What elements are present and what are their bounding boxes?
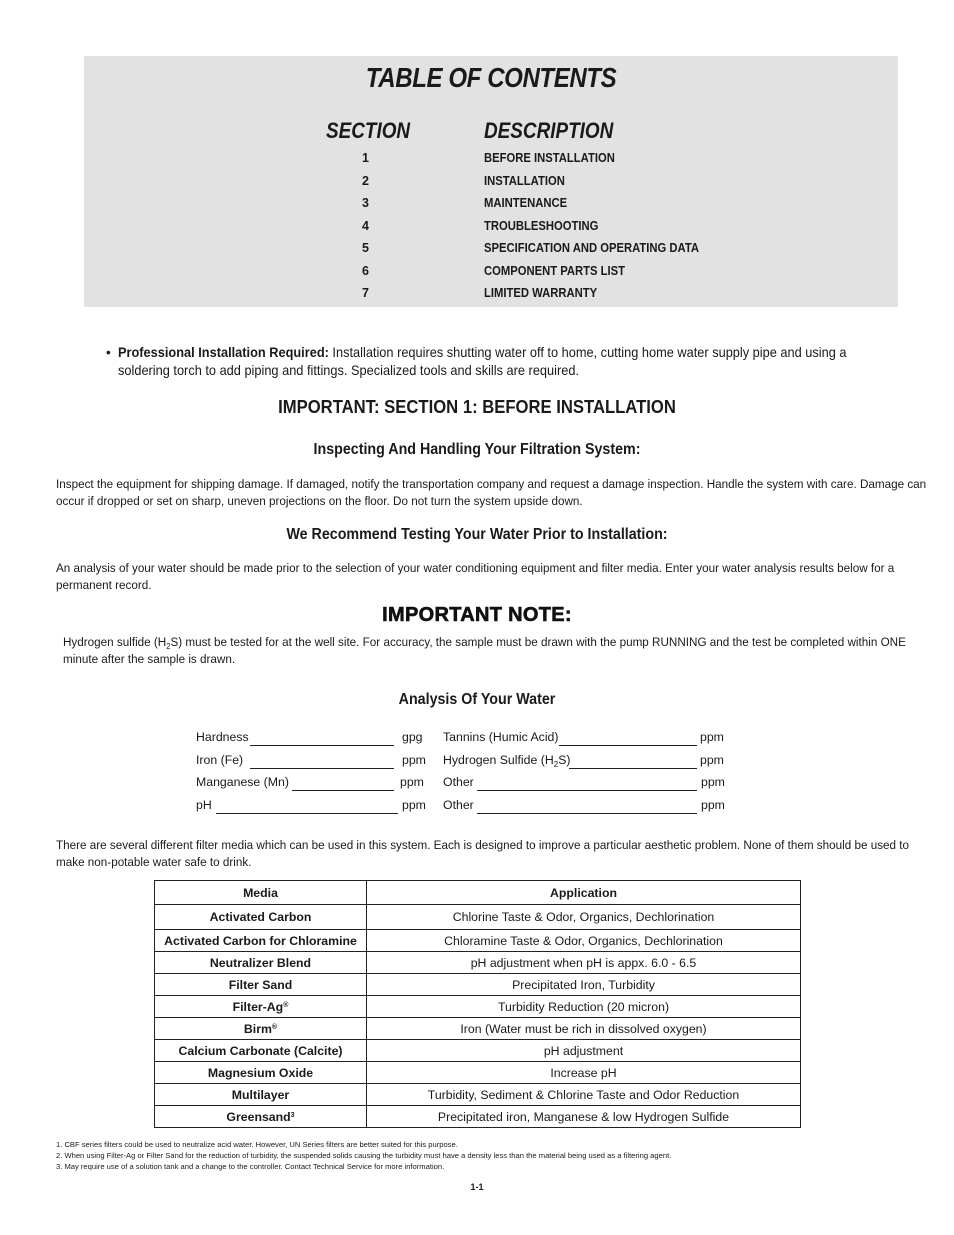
table-row bbox=[155, 930, 801, 952]
toc-description: TROUBLESHOOTING bbox=[484, 218, 599, 233]
table-row bbox=[155, 1084, 801, 1106]
application-cell: Turbidity, Sediment & Chlorine Taste and Odor Reduction bbox=[367, 1084, 801, 1106]
field-line[interactable] bbox=[559, 745, 697, 746]
bullet: • bbox=[106, 345, 111, 360]
application-cell: Iron (Water must be rich in dissolved oxygen) bbox=[367, 1018, 801, 1040]
page-number: 1-1 bbox=[470, 1182, 484, 1192]
field-label: Other bbox=[443, 775, 474, 789]
important-note-paragraph bbox=[63, 634, 923, 668]
table-row bbox=[155, 996, 801, 1018]
table-row bbox=[155, 1062, 801, 1084]
table-row bbox=[155, 974, 801, 996]
field-label: Hydrogen Sulfide $(H_2S)$ bbox=[443, 753, 571, 769]
professional-installation-label: Professional Installation Required: bbox=[118, 345, 329, 360]
field-unit: ppm bbox=[701, 775, 725, 789]
field-label: Hardness bbox=[196, 730, 249, 744]
toc-description: INSTALLATION bbox=[484, 173, 565, 188]
field-label: Other bbox=[443, 798, 474, 812]
toc-description: SPECIFICATION AND OPERATING DATA bbox=[484, 241, 700, 255]
toc-description: LIMITED WARRANTY bbox=[484, 286, 598, 300]
hardness-field[interactable] bbox=[196, 730, 428, 748]
inspect-paragraph bbox=[56, 476, 936, 510]
section-heading: IMPORTANT: SECTION 1: BEFORE INSTALLATION bbox=[278, 396, 676, 417]
field-line[interactable] bbox=[477, 813, 697, 814]
application-cell: pH adjustment bbox=[367, 1040, 801, 1062]
media-cell: Activated Carbon for Chloramine bbox=[155, 930, 367, 952]
other-field-1[interactable] bbox=[443, 775, 728, 793]
field-unit: ppm bbox=[700, 753, 724, 767]
field-unit: ppm bbox=[400, 775, 424, 789]
analysis-heading: Analysis Of Your Water bbox=[398, 691, 556, 708]
footnote: 1. CBF series filters could be used to neutralize acid water. However, UN Series filters are better suited for this purpose. bbox=[56, 1140, 458, 1149]
footnote: 3. May require use of a solution tank and a change to the controller. Contact Technical Service for more information. bbox=[56, 1162, 445, 1171]
table-row bbox=[155, 952, 801, 974]
table-row bbox=[155, 1018, 801, 1040]
toc-number: 6 bbox=[362, 263, 369, 278]
field-line[interactable] bbox=[250, 745, 394, 746]
footnote: 2. When using Filter-Ag or Filter Sand for the reduction of turbidity, the suspended solids causing the turbidity must have a density less than the material being used as a filtering agent. bbox=[56, 1151, 672, 1160]
application-cell: Chloramine Taste & Odor, Organics, Dechlorination bbox=[367, 930, 801, 952]
recommend-text: An analysis of your water should be made prior to the selection of your water conditioning equipment and filter media. Enter your water analysis results below for a permanent record. bbox=[56, 561, 895, 592]
h2s-subscript: 2 bbox=[166, 642, 171, 651]
toc-number: 4 bbox=[362, 218, 369, 233]
professional-installation-note bbox=[106, 344, 936, 380]
table-row bbox=[155, 905, 801, 930]
inspect-heading: Inspecting And Handling Your Filtration System: bbox=[313, 441, 641, 458]
media-paragraph bbox=[56, 837, 936, 871]
table-header-row bbox=[155, 881, 801, 905]
field-unit: gpg bbox=[402, 730, 423, 744]
application-column-header: Application bbox=[367, 881, 801, 905]
toc-row bbox=[84, 241, 898, 264]
toc-number: 3 bbox=[362, 196, 369, 210]
table-of-contents-box bbox=[84, 56, 898, 307]
toc-row bbox=[84, 219, 898, 242]
field-unit: ppm bbox=[402, 798, 426, 812]
toc-number: 2 bbox=[362, 173, 369, 188]
media-cell: Greensand$^3$ bbox=[155, 1106, 367, 1128]
media-cell: Neutralizer Blend bbox=[155, 952, 367, 974]
professional-installation-text: Installation requires shutting water off to home, cutting home water supply pipe and using a soldering torch to add piping and fittings. Specialized tools and skills are required. bbox=[118, 345, 847, 378]
field-line[interactable] bbox=[292, 790, 394, 791]
field-label: Manganese (Mn) bbox=[196, 775, 289, 789]
media-cell: Calcium Carbonate (Calcite) bbox=[155, 1040, 367, 1062]
hydrogen-sulfide-field[interactable] bbox=[443, 753, 728, 771]
application-cell: Precipitated Iron, Turbidity bbox=[367, 974, 801, 996]
footnotes bbox=[56, 1139, 671, 1172]
application-cell: Increase pH bbox=[367, 1062, 801, 1084]
application-cell: pH adjustment when pH is appx. 6.0 - 6.5 bbox=[367, 952, 801, 974]
field-label: Iron (Fe) bbox=[196, 753, 244, 767]
media-table bbox=[154, 880, 801, 1128]
recommend-paragraph bbox=[56, 560, 936, 594]
application-cell: Turbidity Reduction (20 micron) bbox=[367, 996, 801, 1018]
ph-field[interactable] bbox=[196, 798, 428, 816]
toc-number: 5 bbox=[362, 241, 369, 255]
manganese-field[interactable] bbox=[196, 775, 428, 793]
media-cell: Filter Sand bbox=[155, 974, 367, 996]
field-line[interactable] bbox=[216, 813, 398, 814]
media-cell: Multilayer bbox=[155, 1084, 367, 1106]
field-line[interactable] bbox=[250, 768, 394, 769]
toc-title: TABLE OF CONTENTS bbox=[365, 62, 617, 93]
table-row bbox=[155, 1106, 801, 1128]
toc-description: BEFORE INSTALLATION bbox=[484, 151, 615, 165]
iron-field[interactable] bbox=[196, 753, 428, 771]
field-unit: ppm bbox=[700, 730, 724, 744]
toc-row bbox=[84, 174, 898, 197]
toc-row bbox=[84, 264, 898, 287]
toc-list bbox=[84, 151, 898, 309]
toc-row bbox=[84, 196, 898, 219]
inspect-text: Inspect the equipment for shipping damage. If damaged, notify the transportation company and request a damage inspection. Handle the system with care. Damage can occur if dropped or set on sharp, uneven projections on the floor. Do not turn the system upside down. bbox=[56, 477, 927, 508]
h2s-text-start: Hydrogen sulfide (H bbox=[63, 635, 167, 649]
field-unit: ppm bbox=[402, 753, 426, 767]
toc-row bbox=[84, 286, 898, 309]
important-note-heading: IMPORTANT NOTE: bbox=[382, 604, 572, 626]
toc-section-header: SECTION bbox=[326, 118, 411, 143]
toc-number: 7 bbox=[362, 286, 369, 300]
toc-number: 1 bbox=[362, 151, 369, 165]
media-cell: Activated Carbon bbox=[155, 905, 367, 930]
application-cell: Precipitated iron, Manganese & low Hydrogen Sulfide bbox=[367, 1106, 801, 1128]
other-field-2[interactable] bbox=[443, 798, 728, 816]
media-cell: Birm® bbox=[155, 1018, 367, 1040]
toc-description-header: DESCRIPTION bbox=[484, 118, 614, 143]
field-line[interactable] bbox=[477, 790, 697, 791]
field-label: pH bbox=[196, 798, 212, 812]
field-unit: ppm bbox=[701, 798, 725, 812]
toc-row bbox=[84, 151, 898, 174]
toc-description: MAINTENANCE bbox=[484, 196, 568, 210]
media-cell: Magnesium Oxide bbox=[155, 1062, 367, 1084]
media-text: There are several different filter media which can be used in this system. Each is designed to improve a particular aesthetic problem. None of them should be used to make non-potable water safe to drink. bbox=[56, 838, 910, 869]
toc-description: COMPONENT PARTS LIST bbox=[484, 263, 626, 278]
media-column-header: Media bbox=[155, 881, 367, 905]
field-line[interactable] bbox=[569, 768, 697, 769]
media-cell: Filter-Ag® bbox=[155, 996, 367, 1018]
table-row bbox=[155, 1040, 801, 1062]
recommend-heading: We Recommend Testing Your Water Prior to Installation: bbox=[286, 526, 668, 543]
field-label: Tannins (Humic Acid) bbox=[443, 730, 559, 744]
application-cell: Chlorine Taste & Odor, Organics, Dechlorination bbox=[367, 905, 801, 930]
h2s-text-end: S) must be tested for at the well site. For accuracy, the sample must be drawn with the pump RUNNING and the test be completed within ONE minute after the sample is drawn. bbox=[63, 635, 906, 666]
tannins-field[interactable] bbox=[443, 730, 728, 748]
